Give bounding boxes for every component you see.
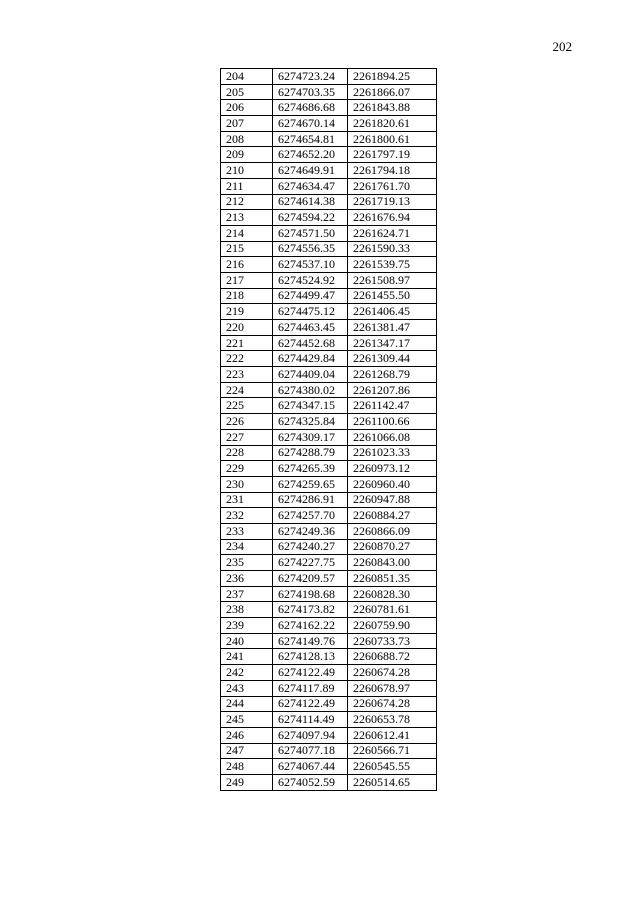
- point-number-cell: 211: [221, 178, 273, 194]
- point-number-cell: 210: [221, 163, 273, 179]
- y-coordinate-cell: 2260828.30: [348, 586, 437, 602]
- x-coordinate-cell: 6274077.18: [273, 743, 348, 759]
- point-number-cell: 239: [221, 618, 273, 634]
- point-number-cell: 216: [221, 257, 273, 273]
- point-number-cell: 217: [221, 272, 273, 288]
- x-coordinate-cell: 6274114.49: [273, 712, 348, 728]
- x-coordinate-cell: 6274097.94: [273, 727, 348, 743]
- x-coordinate-cell: 6274524.92: [273, 272, 348, 288]
- y-coordinate-cell: 2261866.07: [348, 84, 437, 100]
- y-coordinate-cell: 2260960.40: [348, 476, 437, 492]
- point-number-cell: 237: [221, 586, 273, 602]
- table-row: [221, 320, 437, 336]
- table-row: [221, 367, 437, 383]
- y-coordinate-cell: 2261794.18: [348, 163, 437, 179]
- point-number-cell: 206: [221, 100, 273, 116]
- table-row: [221, 194, 437, 210]
- y-coordinate-cell: 2261381.47: [348, 320, 437, 336]
- x-coordinate-cell: 6274654.81: [273, 131, 348, 147]
- y-coordinate-cell: 2260973.12: [348, 461, 437, 477]
- y-coordinate-cell: 2260733.73: [348, 633, 437, 649]
- table-row: [221, 727, 437, 743]
- y-coordinate-cell: 2261347.17: [348, 335, 437, 351]
- table-row: [221, 225, 437, 241]
- table-row: [221, 398, 437, 414]
- table-row: [221, 335, 437, 351]
- x-coordinate-cell: 6274240.27: [273, 539, 348, 555]
- x-coordinate-cell: 6274686.68: [273, 100, 348, 116]
- y-coordinate-cell: 2260674.28: [348, 696, 437, 712]
- x-coordinate-cell: 6274634.47: [273, 178, 348, 194]
- point-number-cell: 225: [221, 398, 273, 414]
- point-number-cell: 230: [221, 476, 273, 492]
- point-number-cell: 243: [221, 680, 273, 696]
- table-row: [221, 774, 437, 790]
- table-row: [221, 618, 437, 634]
- table-row: [221, 571, 437, 587]
- table-row: [221, 178, 437, 194]
- point-number-cell: 247: [221, 743, 273, 759]
- table-row: [221, 429, 437, 445]
- y-coordinate-cell: 2260514.65: [348, 774, 437, 790]
- y-coordinate-cell: 2261207.86: [348, 382, 437, 398]
- y-coordinate-cell: 2261309.44: [348, 351, 437, 367]
- point-number-cell: 205: [221, 84, 273, 100]
- table-row: [221, 476, 437, 492]
- coordinates-table-body: [221, 69, 437, 791]
- table-row: [221, 696, 437, 712]
- x-coordinate-cell: 6274614.38: [273, 194, 348, 210]
- x-coordinate-cell: 6274703.35: [273, 84, 348, 100]
- x-coordinate-cell: 6274409.04: [273, 367, 348, 383]
- y-coordinate-cell: 2261590.33: [348, 241, 437, 257]
- point-number-cell: 224: [221, 382, 273, 398]
- table-row: [221, 743, 437, 759]
- y-coordinate-cell: 2261268.79: [348, 367, 437, 383]
- x-coordinate-cell: 6274380.02: [273, 382, 348, 398]
- x-coordinate-cell: 6274347.15: [273, 398, 348, 414]
- x-coordinate-cell: 6274162.22: [273, 618, 348, 634]
- y-coordinate-cell: 2260545.55: [348, 759, 437, 775]
- point-number-cell: 236: [221, 571, 273, 587]
- point-number-cell: 238: [221, 602, 273, 618]
- table-row: [221, 586, 437, 602]
- point-number-cell: 223: [221, 367, 273, 383]
- x-coordinate-cell: 6274128.13: [273, 649, 348, 665]
- x-coordinate-cell: 6274227.75: [273, 555, 348, 571]
- table-row: [221, 680, 437, 696]
- point-number-cell: 228: [221, 445, 273, 461]
- table-row: [221, 492, 437, 508]
- y-coordinate-cell: 2261843.88: [348, 100, 437, 116]
- y-coordinate-cell: 2261100.66: [348, 414, 437, 430]
- table-row: [221, 100, 437, 116]
- point-number-cell: 240: [221, 633, 273, 649]
- y-coordinate-cell: 2261676.94: [348, 210, 437, 226]
- y-coordinate-cell: 2260759.90: [348, 618, 437, 634]
- y-coordinate-cell: 2260688.72: [348, 649, 437, 665]
- table-row: [221, 147, 437, 163]
- x-coordinate-cell: 6274265.39: [273, 461, 348, 477]
- y-coordinate-cell: 2261508.97: [348, 272, 437, 288]
- point-number-cell: 235: [221, 555, 273, 571]
- table-row: [221, 649, 437, 665]
- y-coordinate-cell: 2260866.09: [348, 523, 437, 539]
- point-number-cell: 241: [221, 649, 273, 665]
- y-coordinate-cell: 2260566.71: [348, 743, 437, 759]
- x-coordinate-cell: 6274122.49: [273, 665, 348, 681]
- point-number-cell: 221: [221, 335, 273, 351]
- y-coordinate-cell: 2260843.00: [348, 555, 437, 571]
- point-number-cell: 209: [221, 147, 273, 163]
- x-coordinate-cell: 6274463.45: [273, 320, 348, 336]
- point-number-cell: 219: [221, 304, 273, 320]
- table-row: [221, 602, 437, 618]
- y-coordinate-cell: 2260870.27: [348, 539, 437, 555]
- x-coordinate-cell: 6274594.22: [273, 210, 348, 226]
- y-coordinate-cell: 2260612.41: [348, 727, 437, 743]
- point-number-cell: 207: [221, 116, 273, 132]
- y-coordinate-cell: 2261455.50: [348, 288, 437, 304]
- table-row: [221, 304, 437, 320]
- point-number-cell: 246: [221, 727, 273, 743]
- x-coordinate-cell: 6274499.47: [273, 288, 348, 304]
- y-coordinate-cell: 2261800.61: [348, 131, 437, 147]
- x-coordinate-cell: 6274571.50: [273, 225, 348, 241]
- table-row: [221, 508, 437, 524]
- y-coordinate-cell: 2261142.47: [348, 398, 437, 414]
- y-coordinate-cell: 2261894.25: [348, 69, 437, 85]
- x-coordinate-cell: 6274309.17: [273, 429, 348, 445]
- point-number-cell: 244: [221, 696, 273, 712]
- y-coordinate-cell: 2260653.78: [348, 712, 437, 728]
- table-row: [221, 712, 437, 728]
- table-row: [221, 539, 437, 555]
- point-number-cell: 208: [221, 131, 273, 147]
- y-coordinate-cell: 2260674.28: [348, 665, 437, 681]
- y-coordinate-cell: 2261023.33: [348, 445, 437, 461]
- point-number-cell: 213: [221, 210, 273, 226]
- point-number-cell: 227: [221, 429, 273, 445]
- y-coordinate-cell: 2261539.75: [348, 257, 437, 273]
- point-number-cell: 249: [221, 774, 273, 790]
- point-number-cell: 232: [221, 508, 273, 524]
- x-coordinate-cell: 6274723.24: [273, 69, 348, 85]
- table-row: [221, 351, 437, 367]
- x-coordinate-cell: 6274122.49: [273, 696, 348, 712]
- point-number-cell: 231: [221, 492, 273, 508]
- table-row: [221, 414, 437, 430]
- y-coordinate-cell: 2261406.45: [348, 304, 437, 320]
- x-coordinate-cell: 6274198.68: [273, 586, 348, 602]
- x-coordinate-cell: 6274288.79: [273, 445, 348, 461]
- point-number-cell: 222: [221, 351, 273, 367]
- table-row: [221, 131, 437, 147]
- x-coordinate-cell: 6274556.35: [273, 241, 348, 257]
- point-number-cell: 245: [221, 712, 273, 728]
- table-row: [221, 665, 437, 681]
- y-coordinate-cell: 2261066.08: [348, 429, 437, 445]
- point-number-cell: 215: [221, 241, 273, 257]
- table-row: [221, 257, 437, 273]
- table-row: [221, 445, 437, 461]
- x-coordinate-cell: 6274149.76: [273, 633, 348, 649]
- y-coordinate-cell: 2261719.13: [348, 194, 437, 210]
- table-row: [221, 210, 437, 226]
- point-number-cell: 218: [221, 288, 273, 304]
- y-coordinate-cell: 2261820.61: [348, 116, 437, 132]
- x-coordinate-cell: 6274067.44: [273, 759, 348, 775]
- x-coordinate-cell: 6274249.36: [273, 523, 348, 539]
- x-coordinate-cell: 6274475.12: [273, 304, 348, 320]
- table-row: [221, 288, 437, 304]
- point-number-cell: 220: [221, 320, 273, 336]
- y-coordinate-cell: 2260678.97: [348, 680, 437, 696]
- coordinates-table: [220, 68, 437, 791]
- table-row: [221, 382, 437, 398]
- y-coordinate-cell: 2260781.61: [348, 602, 437, 618]
- table-row: [221, 272, 437, 288]
- x-coordinate-cell: 6274670.14: [273, 116, 348, 132]
- point-number-cell: 242: [221, 665, 273, 681]
- y-coordinate-cell: 2260884.27: [348, 508, 437, 524]
- page-number: 202: [552, 39, 572, 54]
- x-coordinate-cell: 6274325.84: [273, 414, 348, 430]
- point-number-cell: 229: [221, 461, 273, 477]
- point-number-cell: 214: [221, 225, 273, 241]
- y-coordinate-cell: 2260851.35: [348, 571, 437, 587]
- table-row: [221, 84, 437, 100]
- x-coordinate-cell: 6274649.91: [273, 163, 348, 179]
- table-row: [221, 241, 437, 257]
- table-row: [221, 116, 437, 132]
- table-row: [221, 633, 437, 649]
- table-row: [221, 555, 437, 571]
- table-row: [221, 523, 437, 539]
- point-number-cell: 212: [221, 194, 273, 210]
- point-number-cell: 204: [221, 69, 273, 85]
- x-coordinate-cell: 6274286.91: [273, 492, 348, 508]
- x-coordinate-cell: 6274537.10: [273, 257, 348, 273]
- y-coordinate-cell: 2260947.88: [348, 492, 437, 508]
- x-coordinate-cell: 6274259.65: [273, 476, 348, 492]
- table-row: [221, 759, 437, 775]
- point-number-cell: 233: [221, 523, 273, 539]
- x-coordinate-cell: 6274052.59: [273, 774, 348, 790]
- point-number-cell: 248: [221, 759, 273, 775]
- table-row: [221, 461, 437, 477]
- x-coordinate-cell: 6274652.20: [273, 147, 348, 163]
- y-coordinate-cell: 2261761.70: [348, 178, 437, 194]
- point-number-cell: 226: [221, 414, 273, 430]
- y-coordinate-cell: 2261797.19: [348, 147, 437, 163]
- y-coordinate-cell: 2261624.71: [348, 225, 437, 241]
- x-coordinate-cell: 6274209.57: [273, 571, 348, 587]
- x-coordinate-cell: 6274257.70: [273, 508, 348, 524]
- point-number-cell: 234: [221, 539, 273, 555]
- table-row: [221, 69, 437, 85]
- table-row: [221, 163, 437, 179]
- x-coordinate-cell: 6274173.82: [273, 602, 348, 618]
- x-coordinate-cell: 6274429.84: [273, 351, 348, 367]
- x-coordinate-cell: 6274117.89: [273, 680, 348, 696]
- x-coordinate-cell: 6274452.68: [273, 335, 348, 351]
